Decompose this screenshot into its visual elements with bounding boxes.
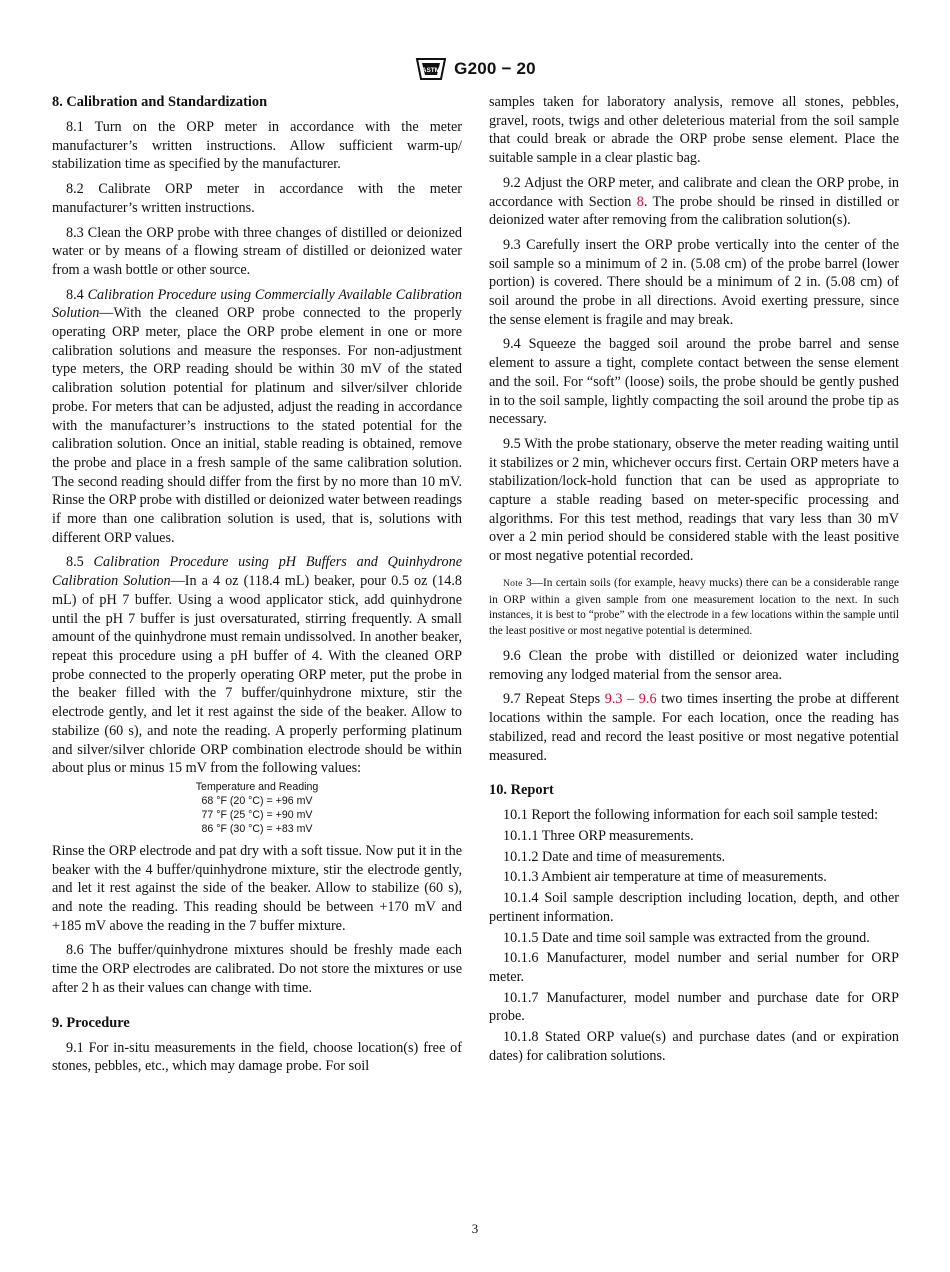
report-item: 10.1.1 Three ORP measurements. <box>503 827 694 844</box>
report-item: 10.1.7 Manufacturer, model number and purchase date for ORP probe. <box>489 989 899 1025</box>
report-item: 10.1.8 Stated ORP value(s) and purchase dates (and or expiration dates) for calibration solutions. <box>489 1029 899 1064</box>
paragraph-9-2-text-a: 9.2 Adjust the ORP meter, and calibrate and clean the ORP probe, in accordance with Section <box>489 174 899 210</box>
table-title: Temperature and Reading <box>195 780 319 793</box>
report-item: 10.1.6 Manufacturer, model number and serial number for ORP meter. <box>489 950 899 985</box>
page-number: 3 <box>471 1221 479 1236</box>
paragraph-8-6: 8.6 The buffer/quinhydrone mixtures should be freshly made each time the ORP electrodes are calibrated. Do not store the mixtures or use after 2 h as their values can change with time. <box>52 942 462 996</box>
table-row: 68 °F (20 °C) = +96 mV <box>201 794 313 807</box>
paragraph-8-5-body: —In a 4 oz (118.4 mL) beaker, pour 0.5 oz (14.8 mL) of pH 7 buffer. Using a wood applicator stick, add quinhydrone until the pH 7 buffer is just oversaturated, stirring frequently. A small amount of the quinhydrone must remain undissolved. In another beaker, repeat this procedure using a pH buffer of 4. With the cleaned ORP probe connected to the properly operating ORP meter, put the probe in the beaker filled with the 7 buffer/quinhydrone mixture, stir the electrode gently, and let it rest against the side of the beaker. Allow to stabilize (60 s), and note the reading. A properly performing platinum and silver/silver chloride ORP combination electrode should be within about plus or minus 15 mV from the following values: <box>52 573 462 777</box>
report-item: 10.1.2 Date and time of measurements. <box>503 848 726 865</box>
paragraph-9-7-text-b: two times inserting the probe at different locations within the sample. For each location, once the reading has stabilized, read and record the least positive or most negative potential measured. <box>489 691 900 764</box>
note-3 <box>489 576 899 640</box>
paragraph-9-6: 9.6 Clean the probe with distilled or deionized water including removing any lodged material from the sensor area. <box>489 648 899 683</box>
paragraph-9-7 <box>489 690 899 765</box>
report-item: 10.1.5 Date and time soil sample was extracted from the ground. <box>503 929 870 946</box>
paragraph-8-5-number: 8.5 <box>66 554 94 571</box>
astm-logo-icon <box>414 55 448 83</box>
paragraph-8-4-number: 8.4 <box>66 286 88 303</box>
document-designation: G200 − 20 <box>454 59 536 78</box>
section-8-link[interactable]: 8 <box>636 193 644 210</box>
temperature-reading-table <box>52 780 462 836</box>
svg-text:ASTM: ASTM <box>421 67 441 74</box>
note-label: Note <box>503 578 523 589</box>
paragraph-8-1: 8.1 Turn on the ORP meter in accordance with the meter manufacturer’s written instructions. Allow sufficient warm-up/ stabilization time as specified by the manufacturer. <box>52 119 462 173</box>
paragraph-10-1: 10.1 Report the following information for each soil sample tested: <box>503 807 879 824</box>
paragraph-8-4-body: —With the cleaned ORP probe connected to the properly operating ORP meter, place the ORP probe element in one or more calibration solutions and measure the responses. For non-adjustment type meters, the ORP reading should be within 30 mV of the stated calibration solution potential for platinum and silver/silver chloride probe. For meters that can be adjusted, adjust the reading in accordance with the manufacturer’s instructions to the stated potential for the calibration solution. Once an initial, stable reading is obtained, remove the probe and place in a fresh sample of the same calibration solution. The second reading should differ from the first by no more than 10 mV. Rinse the ORP probe with distilled or deionized water between readings if more than one calibration solution is used, that is, solutions with different ORP values. <box>52 305 462 546</box>
table-row: 77 °F (25 °C) = +90 mV <box>201 808 313 821</box>
steps-9-3-9-6-link[interactable]: 9.3 – 9.6 <box>604 691 657 708</box>
paragraph-8-5-title: Calibration Procedure using pH Buffers and Quinhydrone Calibration Solution <box>52 554 463 590</box>
report-item: 10.1.3 Ambient air temperature at time of measurements. <box>503 869 827 886</box>
paragraph-8-3: 8.3 Clean the ORP probe with three changes of distilled or deionized water or by means of a flowing stream of distilled or deionized water from a wash bottle or other source. <box>52 224 462 278</box>
paragraph-9-2-text-b: . The probe should be rinsed in distilled or deionized water after removing from the calibration solution(s). <box>489 193 899 229</box>
section-10-heading: 10. Report <box>489 782 554 799</box>
report-item: 10.1.4 Soil sample description including location, depth, and other pertinent information. <box>489 890 899 925</box>
paragraph-8-5 <box>52 553 462 777</box>
paragraph-8-2: 8.2 Calibrate ORP meter in accordance with the meter manufacturer’s written instructions. <box>52 181 462 216</box>
page-header <box>0 54 950 84</box>
note-body: 3—In certain soils (for example, heavy mucks) there can be a considerable range in ORP within a given sample from one measurement location to the next. In such instances, it is best to “probe” with the electrode in a few locations within the sample until the least positive or most negative potential is determined. <box>489 576 899 638</box>
paragraph-9-3: 9.3 Carefully insert the ORP probe vertically into the center of the soil sample so a minimum of 2 in. (5.08 cm) of the probe barrel (lower portion) is covered. There should be a minimum of 2 in. (5.08 cm) of soil around the probe in all directions. Avoid exerting pressure, since the sense element is fragile and may break. <box>489 236 899 328</box>
paragraph-8-4 <box>52 286 462 548</box>
section-9-heading: 9. Procedure <box>52 1014 130 1031</box>
paragraph-9-4: 9.4 Squeeze the bagged soil around the probe barrel and sense element to assure a tight, complete contact between the sense element and the soil. For “soft” (loose) soils, the probe should be gently pushed in to the soil sample, lightly compacting the soil around the probe tip as necessary. <box>489 336 899 428</box>
paragraph-9-5: 9.5 With the probe stationary, observe the meter reading waiting until it stabilizes or 2 min, whichever occurs first. Certain ORP meters have a stabilization/lock-hold function that can be used as appropriate to capture a stable reading based on meter-specific processing and algorithms. For this test method, readings that vary less than 30 mV over a 2 min period should be considered stable with the least positive or most negative potential recorded. <box>489 435 900 565</box>
paragraph-9-1-continued: samples taken for laboratory analysis, remove all stones, pebbles, gravel, roots, twigs and other deleterious material from the soil sample that could break or abrade the ORP probe sense element. Place the suitable sample in a clear plastic bag. <box>489 94 899 167</box>
paragraph-9-2 <box>489 174 899 230</box>
paragraph-9-1: 9.1 For in-situ measurements in the field, choose location(s) free of stones, pebbles, etc., which may damage probe. For soil <box>52 1039 462 1075</box>
paragraph-8-5-rinse: Rinse the ORP electrode and pat dry with a soft tissue. Now put it in the beaker with the 4 buffer/quinhydrone mixture, stir the electrode gently, and let it rest against the side of the beaker. Allow to stabilize (60 s), and note the reading. This reading should be between +170 mV and +185 mV above the reading in the 7 buffer mixture. <box>52 842 462 934</box>
section-8-heading: 8. Calibration and Standardization <box>52 94 268 110</box>
left-column <box>52 93 462 1082</box>
table-row: 86 °F (30 °C) = +83 mV <box>201 822 313 835</box>
right-column <box>489 93 899 1067</box>
paragraph-9-7-text-a: 9.7 Repeat Steps <box>503 691 605 708</box>
paragraph-8-4-title: Calibration Procedure using Commercially Available Calibration Solution <box>52 286 462 322</box>
